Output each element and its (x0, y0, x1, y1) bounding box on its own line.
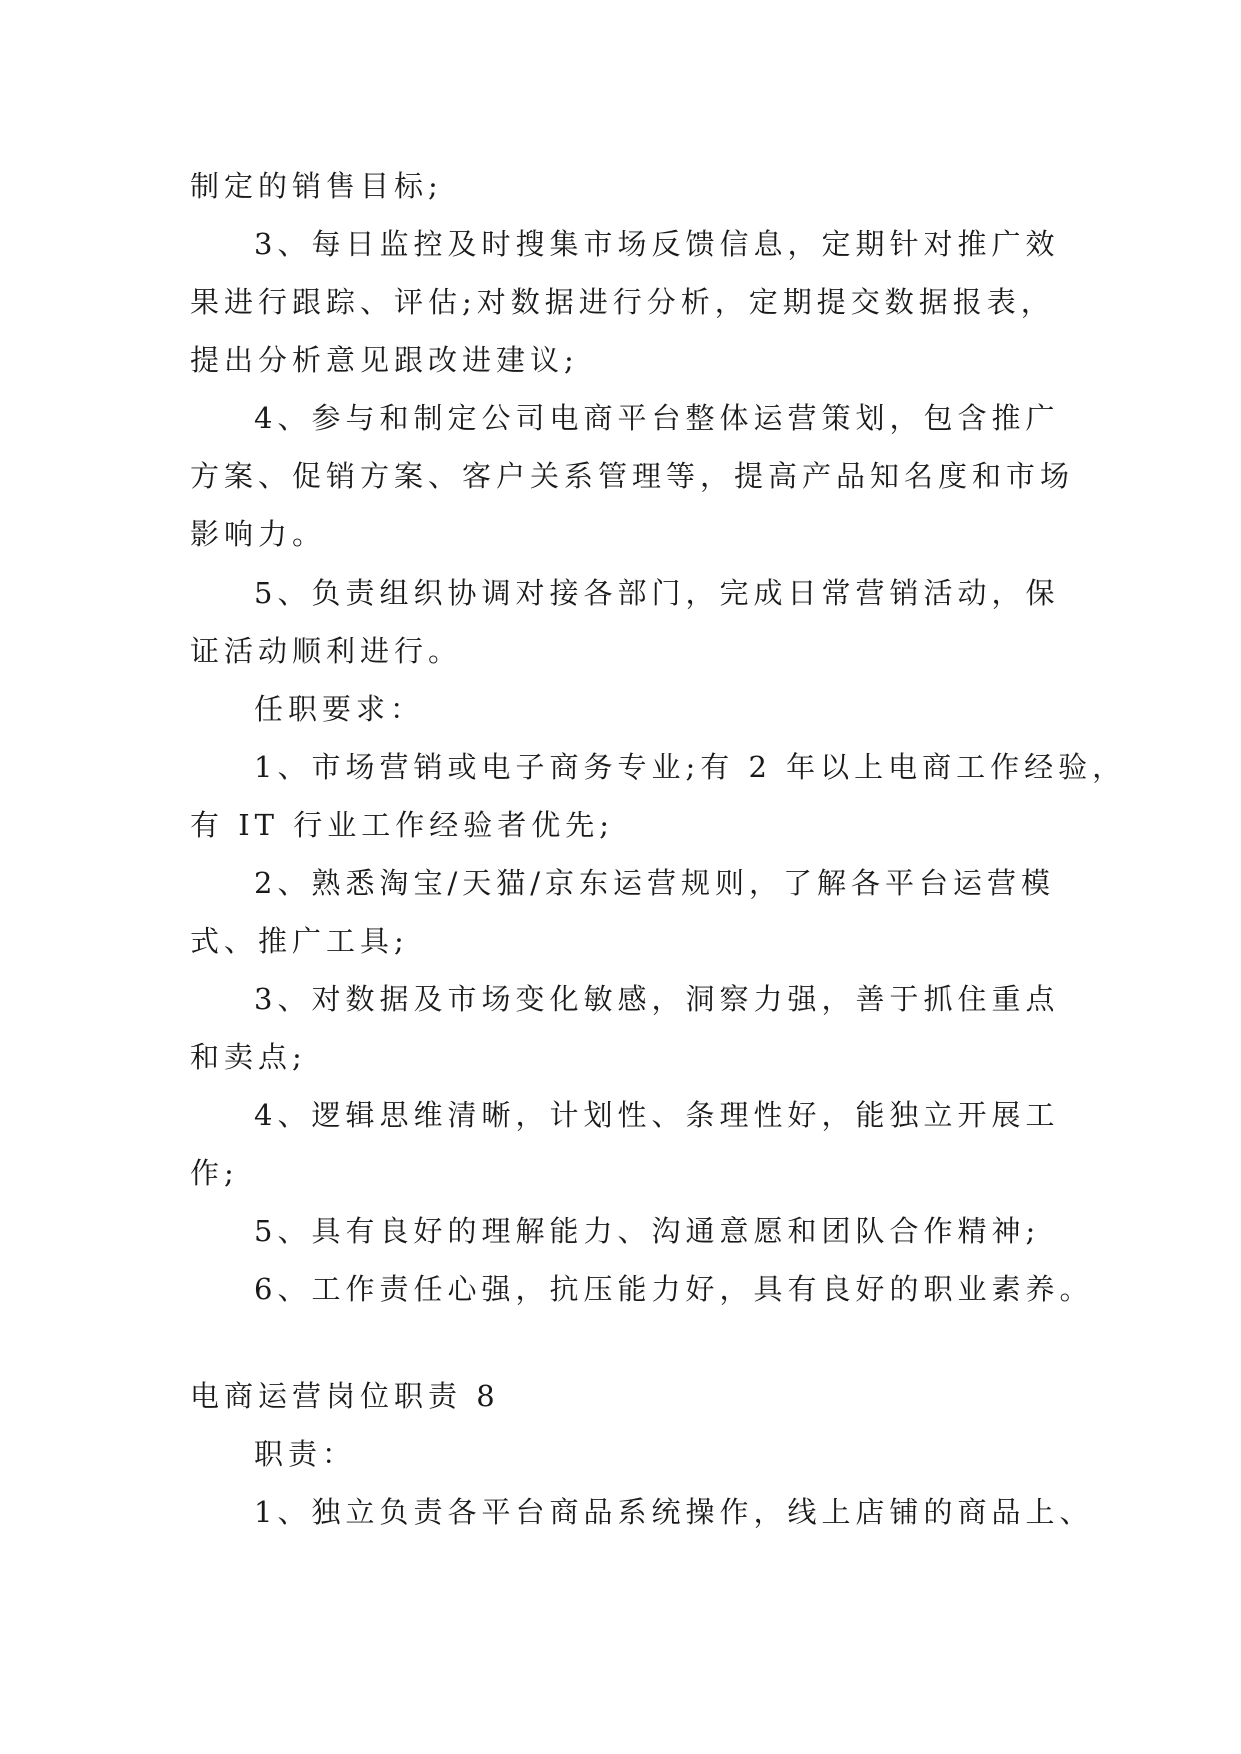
paragraph-line: 方案、促销方案、客户关系管理等，提高产品知名度和市场 (190, 459, 1075, 493)
paragraph-line: 制定的销售目标; (190, 169, 443, 203)
paragraph-line: 2、熟悉淘宝/天猫/京东运营规则，了解各平台运营模 (254, 866, 1055, 900)
paragraph-line: 4、参与和制定公司电商平台整体运营策划，包含推广 (254, 401, 1060, 435)
paragraph-line: 证活动顺利进行。 (190, 634, 463, 668)
section-heading: 任职要求： (254, 692, 425, 726)
paragraph-line: 和卖点; (190, 1040, 307, 1074)
paragraph-line: 1、市场营销或电子商务专业;有 2 年以上电商工作经验， (254, 750, 1127, 784)
section-title: 电商运营岗位职责 8 (190, 1379, 500, 1413)
paragraph-line: 3、每日监控及时搜集市场反馈信息，定期针对推广效 (254, 227, 1060, 261)
section-heading: 职责： (254, 1437, 357, 1471)
paragraph-line: 作; (190, 1156, 239, 1190)
paragraph-line: 1、独立负责各平台商品系统操作，线上店铺的商品上、 (254, 1495, 1094, 1529)
paragraph-line: 式、推广工具; (190, 924, 409, 958)
paragraph-line: 有 IT 行业工作经验者优先; (190, 808, 615, 842)
paragraph-line: 6、工作责任心强，抗压能力好，具有良好的职业素养。 (254, 1272, 1094, 1306)
paragraph-line: 提出分析意见跟改进建议; (190, 343, 579, 377)
paragraph-line: 3、对数据及市场变化敏感，洞察力强，善于抓住重点 (254, 982, 1060, 1016)
paragraph-line: 5、负责组织协调对接各部门，完成日常营销活动，保 (254, 576, 1060, 610)
paragraph-line: 5、具有良好的理解能力、沟通意愿和团队合作精神; (254, 1214, 1041, 1248)
paragraph-line: 果进行跟踪、评估;对数据进行分析，定期提交数据报表， (190, 285, 1055, 319)
paragraph-line: 4、逻辑思维清晰，计划性、条理性好，能独立开展工 (254, 1098, 1060, 1132)
paragraph-line: 影响力。 (190, 517, 327, 551)
